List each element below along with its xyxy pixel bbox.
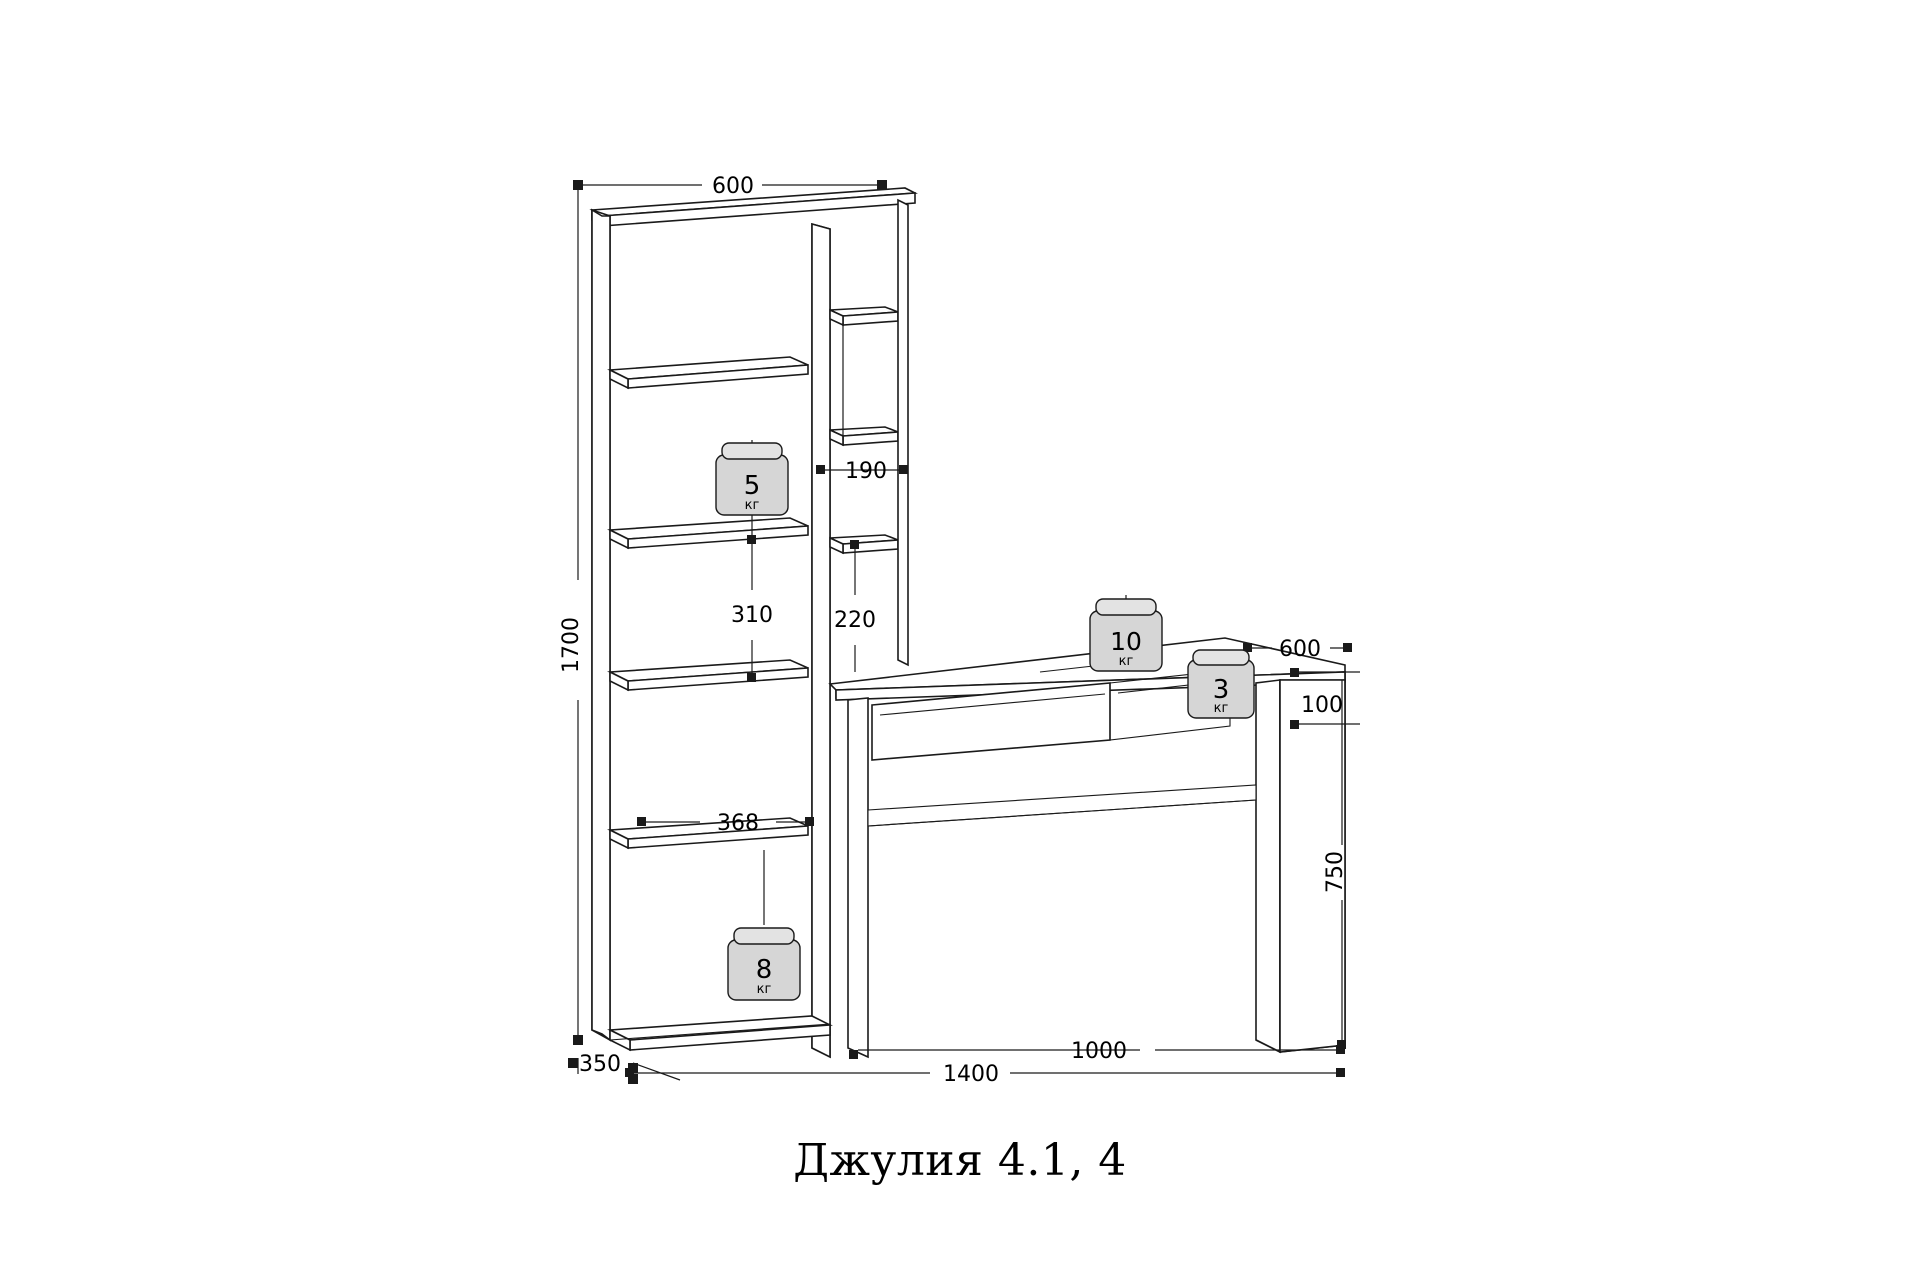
dim-shelf-gap-310: 310 bbox=[731, 603, 773, 628]
load-unit-10: кг bbox=[1118, 654, 1134, 669]
load-value-3: 3 bbox=[1212, 675, 1230, 705]
dimension-labels bbox=[559, 174, 1348, 1087]
load-unit-3: кг bbox=[1213, 701, 1229, 716]
dim-desk-depth-600: 600 bbox=[1279, 637, 1321, 662]
dim-shelf-gap-190: 190 bbox=[845, 459, 887, 484]
dim-inner-width-368: 368 bbox=[717, 811, 759, 836]
load-value-5: 5 bbox=[743, 471, 761, 501]
dim-desk-height-750: 750 bbox=[1323, 851, 1348, 893]
dim-shelf-gap-220: 220 bbox=[834, 608, 876, 633]
load-unit-5: кг bbox=[744, 498, 760, 513]
dim-desk-thickness-100: 100 bbox=[1301, 693, 1343, 718]
dim-desk-width-1000: 1000 bbox=[1071, 1039, 1127, 1064]
load-value-10: 10 bbox=[1110, 627, 1142, 656]
dim-overall-width-1400: 1400 bbox=[943, 1062, 999, 1087]
desk-unit bbox=[830, 638, 1345, 1057]
desktop-load-10 bbox=[1090, 595, 1162, 671]
dim-overall-height: 1700 bbox=[559, 617, 584, 673]
page-title: Джулия 4.1, 4 bbox=[793, 1135, 1127, 1186]
shelf-load-8 bbox=[728, 850, 800, 1000]
load-unit-8: кг bbox=[756, 982, 772, 997]
dimension-lines bbox=[568, 180, 1360, 1084]
dim-top-width: 600 bbox=[712, 174, 754, 199]
dim-depth-350: 350 bbox=[579, 1052, 621, 1077]
load-value-8: 8 bbox=[755, 955, 773, 985]
drawer-load-3 bbox=[1188, 650, 1254, 718]
